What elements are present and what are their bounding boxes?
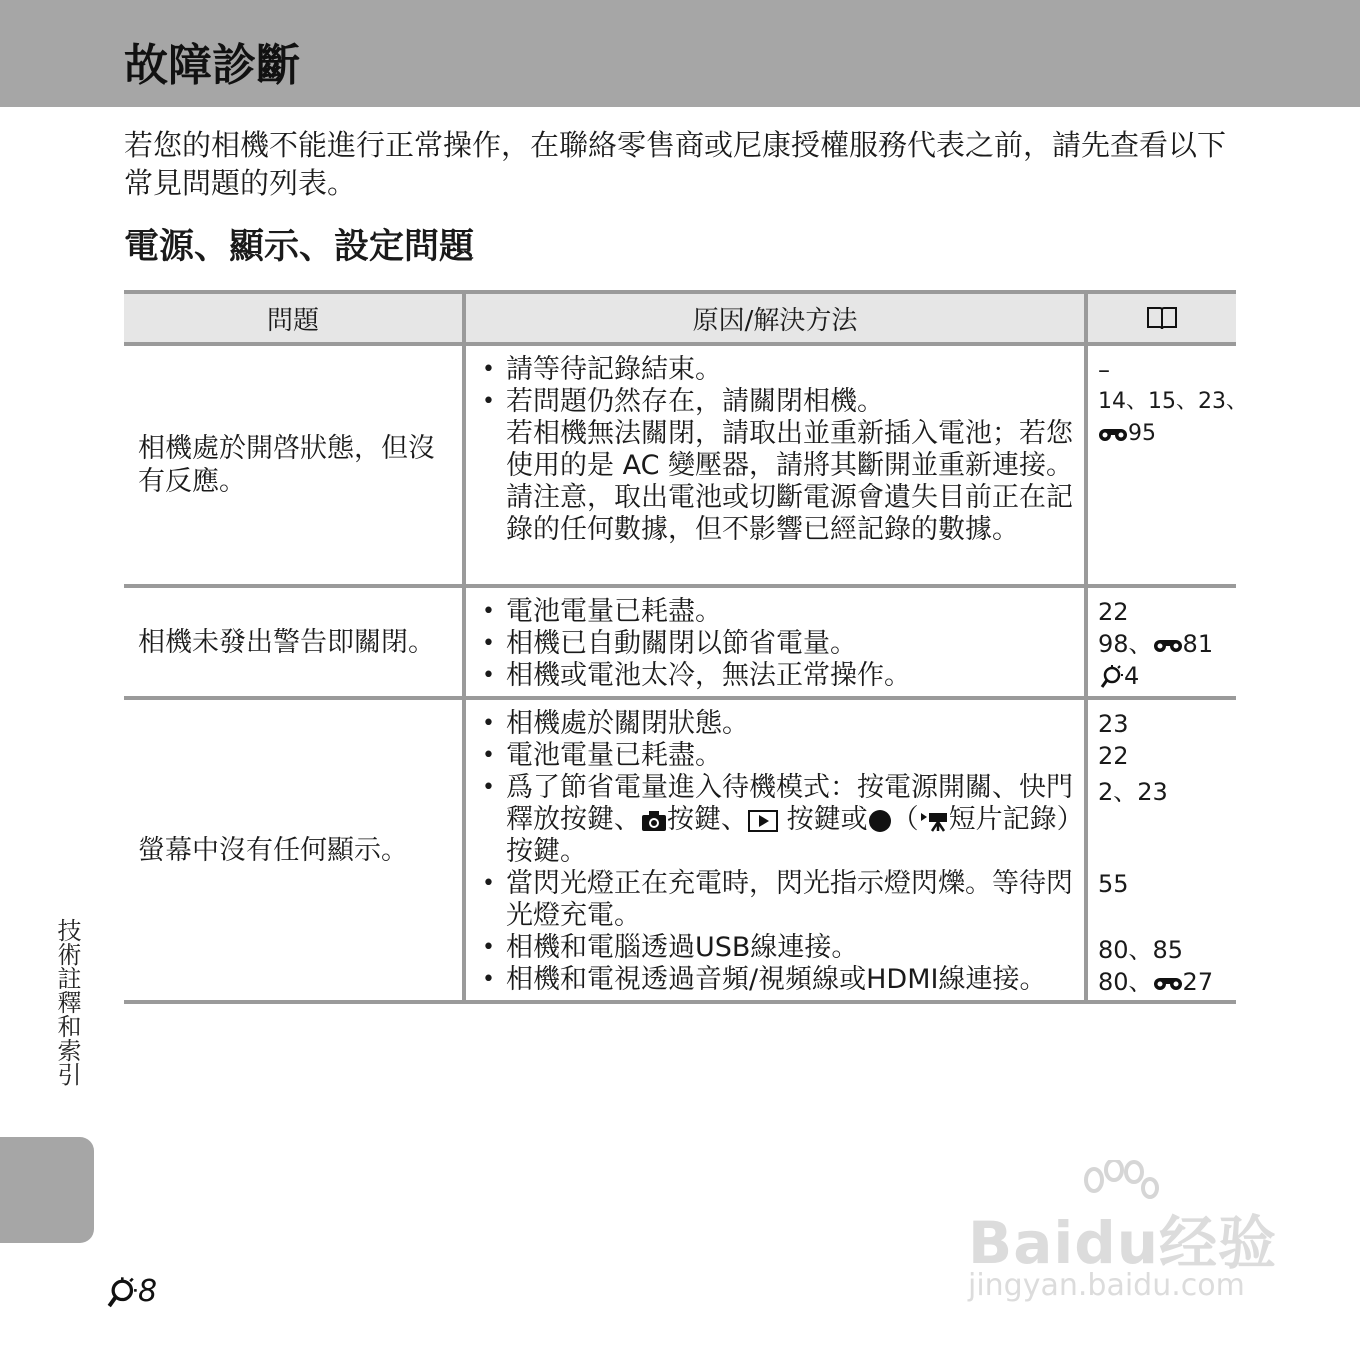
cause-item: • 電池電量已耗盡。 xyxy=(482,740,722,771)
binoculars-icon xyxy=(1153,637,1183,653)
ref-text: 2、23 xyxy=(1098,778,1168,806)
camera-icon xyxy=(641,810,667,832)
watermark-url: jingyan.baidu.com xyxy=(968,1268,1245,1303)
table-row xyxy=(124,588,1236,700)
movie-icon xyxy=(919,810,949,832)
table-row xyxy=(124,700,1236,1004)
tips-icon xyxy=(1098,664,1124,690)
play-icon xyxy=(748,810,778,832)
ref-text: 22 xyxy=(1098,742,1129,770)
intro-paragraph: 若您的相機不能進行正常操作，在聯絡零售商或尼康授權服務代表之前，請先查看以下常見問題的列表。 xyxy=(124,128,1227,200)
cause-item: • 相機處於關閉狀態。 xyxy=(482,708,749,739)
cause-cell xyxy=(462,700,1084,1000)
ref-text: 95 xyxy=(1098,418,1230,450)
tips-icon xyxy=(104,1276,138,1310)
cause-item: • 電池電量已耗盡。 xyxy=(482,596,722,627)
ref-text: 80、85 xyxy=(1098,936,1184,964)
watermark-brand: Baidu经验 xyxy=(968,1209,1278,1277)
ref-text: – xyxy=(1098,356,1110,384)
header-reference xyxy=(1084,294,1236,342)
ref-text: 23 xyxy=(1098,710,1129,738)
ref-text: 22 xyxy=(1098,598,1129,626)
cause-item: • 爲了節省電量進入待機模式：按電源開關、快門釋放按鍵、 按鍵、 按鍵或 （ 短片記錄）按鍵。 xyxy=(482,772,1073,867)
page-number: 8 xyxy=(104,1274,157,1310)
ref-text: 98、 81 xyxy=(1098,630,1214,658)
header-problem: 問題 xyxy=(266,305,319,336)
binoculars-icon xyxy=(1098,426,1128,442)
problem-cell: 螢幕中沒有任何顯示。 xyxy=(138,834,408,866)
ref-text: 14、15、23、 xyxy=(1098,389,1248,414)
header-cause: 原因/解決方法 xyxy=(462,294,1084,342)
side-tab xyxy=(0,1137,94,1243)
ref-text: 4 xyxy=(1098,660,1230,692)
table-header-row xyxy=(124,290,1236,346)
table-row xyxy=(124,346,1248,588)
ref-text: 55 xyxy=(1098,870,1129,898)
cause-item: • 當閃光燈正在充電時，閃光指示燈閃爍。等待閃光燈充電。 xyxy=(482,868,1073,931)
side-section-label: 技術註釋和索引 xyxy=(53,918,81,1086)
cause-cell xyxy=(462,588,1084,696)
section-title: 電源、顯示、設定問題 xyxy=(124,227,475,267)
cause-item: • 相機和電視透過音頻/視頻線或HDMI線連接。 xyxy=(482,964,1047,995)
cause-item: • 請等待記錄結束。 xyxy=(482,354,722,385)
reference-cell xyxy=(1084,346,1248,584)
cause-item: • 相機已自動關閉以節省電量。 xyxy=(482,628,857,659)
cause-item: • 相機或電池太冷，無法正常操作。 xyxy=(482,660,911,691)
problem-cell: 相機處於開啓狀態，但沒有反應。 xyxy=(138,433,435,497)
cause-item: • 若問題仍然存在，請關閉相機。 若相機無法關閉，請取出並重新插入電池；若您使用的是 AC 變壓器，請將其斷開並重新連接。 請注意，取出電池或切斷電源會遺失目前正在記錄的任何數據，但不影響已經記錄的數據。 xyxy=(482,386,1074,545)
ref-text: 80、 27 xyxy=(1098,968,1214,996)
cause-item: • 相機和電腦透過USB線連接。 xyxy=(482,932,859,963)
troubleshooting-table xyxy=(124,290,1248,1004)
watermark xyxy=(964,1160,1284,1310)
record-icon xyxy=(868,809,892,833)
cause-cell xyxy=(462,346,1084,584)
reference-cell xyxy=(1084,588,1236,696)
problem-cell: 相機未發出警告即關閉。 xyxy=(138,626,435,658)
book-icon xyxy=(1145,305,1179,331)
page-title: 故障診斷 xyxy=(124,40,300,91)
reference-cell xyxy=(1084,700,1236,1000)
binoculars-icon xyxy=(1153,975,1183,991)
